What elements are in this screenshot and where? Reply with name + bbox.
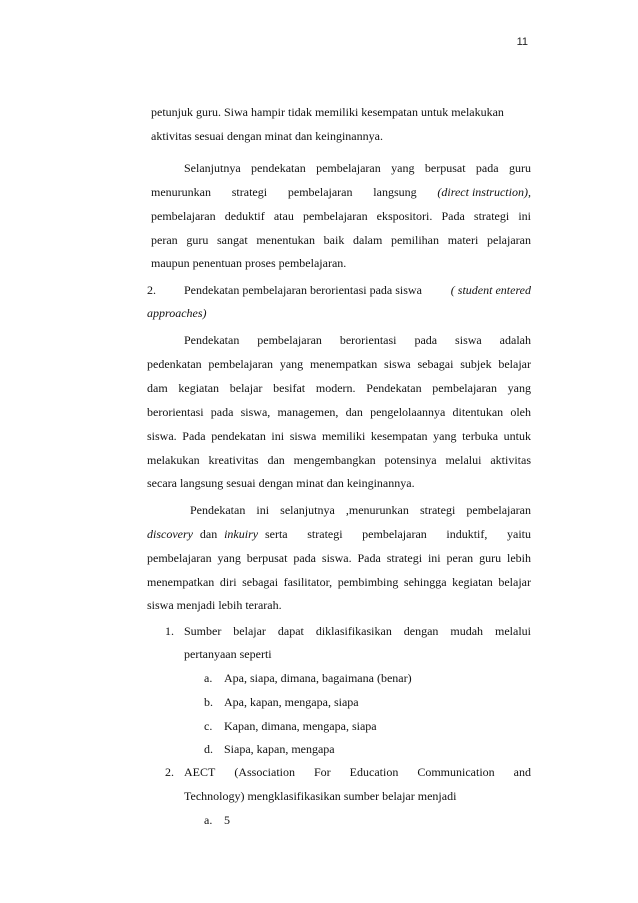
option-text: Siapa, kapan, mengapa: [224, 742, 335, 756]
text-segment: serta strategi pembelajaran induktif, yaitu: [264, 527, 531, 541]
word: (Association: [234, 765, 295, 779]
section-heading-cont: [147, 306, 207, 320]
italic-term: ( student entered: [450, 283, 531, 297]
section-heading: [184, 283, 531, 297]
word: langsung: [373, 185, 417, 199]
paragraph-line: Pendekatan ini selanjutnya ,menurunkan strategi pembelajaran: [190, 503, 531, 517]
italic-term: approaches): [147, 306, 207, 320]
paragraph-line: pembelajaran yang berpusat pada siswa. Pada strategi ini peran guru lebih: [147, 551, 531, 565]
option-text: Apa, siapa, dimana, bagaimana (benar): [224, 671, 412, 685]
paragraph-line: siswa menjadi lebih terarah.: [147, 598, 282, 612]
paragraph-line: [151, 185, 531, 199]
paragraph-line: pembelajaran deduktif atau pembelajaran ekspositori. Pada strategi ini: [151, 209, 531, 223]
option-text: Kapan, dimana, mengapa, siapa: [224, 719, 377, 733]
paragraph-line: melakukan kreativitas dan mengembangkan potensinya melalui aktivitas: [147, 453, 531, 467]
word: dan: [199, 527, 218, 541]
word: Education: [349, 765, 399, 779]
option-letter: c.: [204, 719, 213, 733]
text-line: petunjuk guru. Siwa hampir tidak memiliki kesempatan untuk melakukan: [151, 105, 504, 119]
word: strategi: [231, 185, 268, 199]
word: menurunkan: [151, 185, 211, 199]
paragraph-line: berorientasi pada siswa, managemen, dan pengelolaannya ditentukan oleh: [147, 405, 531, 419]
paragraph-line: Pendekatan pembelajaran berorientasi pada siswa adalah: [184, 333, 531, 347]
word: and: [513, 765, 531, 779]
heading-text: Pendekatan pembelajaran berorientasi pada siswa: [184, 283, 422, 297]
paragraph-line: secara langsung sesuai dengan minat dan keinginannya.: [147, 476, 415, 490]
italic-term: inkuiry: [224, 527, 259, 541]
option-letter: d.: [204, 742, 213, 756]
word: Communication: [417, 765, 495, 779]
paragraph-line: maupun penentuan proses pembelajaran.: [151, 256, 347, 270]
option-letter: a.: [204, 671, 213, 685]
question-text: Sumber belajar dapat diklasifikasikan dengan mudah melalui: [184, 624, 531, 638]
question-text: [184, 765, 531, 779]
paragraph-line: menempatkan diri sebagai fasilitator, pembimbing sehingga kegiatan belajar: [147, 575, 531, 589]
question-text: pertanyaan seperti: [184, 647, 272, 661]
section-number: 2.: [147, 283, 156, 297]
paragraph-line: aktivitas sesuai dengan minat dan keinginannya.: [151, 129, 383, 143]
option-letter: a.: [204, 813, 213, 827]
word: For: [314, 765, 331, 779]
paragraph-line: [151, 105, 531, 119]
paragraph-line: siswa. Pada pendekatan ini siswa memiliki kesempatan yang terbuka untuk: [147, 429, 531, 443]
question-number: 2.: [165, 765, 174, 779]
word: pembelajaran: [287, 185, 353, 199]
option-letter: b.: [204, 695, 213, 709]
page-number: 11: [516, 36, 528, 48]
word: AECT: [184, 765, 216, 779]
paragraph-line: peran guru sangat menentukan baik dalam pemilihan materi pelajaran: [151, 233, 531, 247]
paragraph-line: [147, 527, 531, 541]
option-text: 5: [224, 813, 230, 827]
option-text: Apa, kapan, mengapa, siapa: [224, 695, 359, 709]
italic-term: discovery: [147, 527, 193, 541]
question-number: 1.: [165, 624, 174, 638]
italic-term: (direct instruction),: [437, 185, 531, 199]
question-text: Technology) mengklasifikasikan sumber belajar menjadi: [184, 789, 457, 803]
paragraph-line: pedenkatan pembelajaran yang menempatkan siswa sebagai subjek belajar: [147, 357, 531, 371]
paragraph-line: dam kegiatan belajar besifat modern. Pendekatan pembelajaran yang: [147, 381, 531, 395]
paragraph-line: Selanjutnya pendekatan pembelajaran yang berpusat pada guru: [184, 161, 531, 175]
